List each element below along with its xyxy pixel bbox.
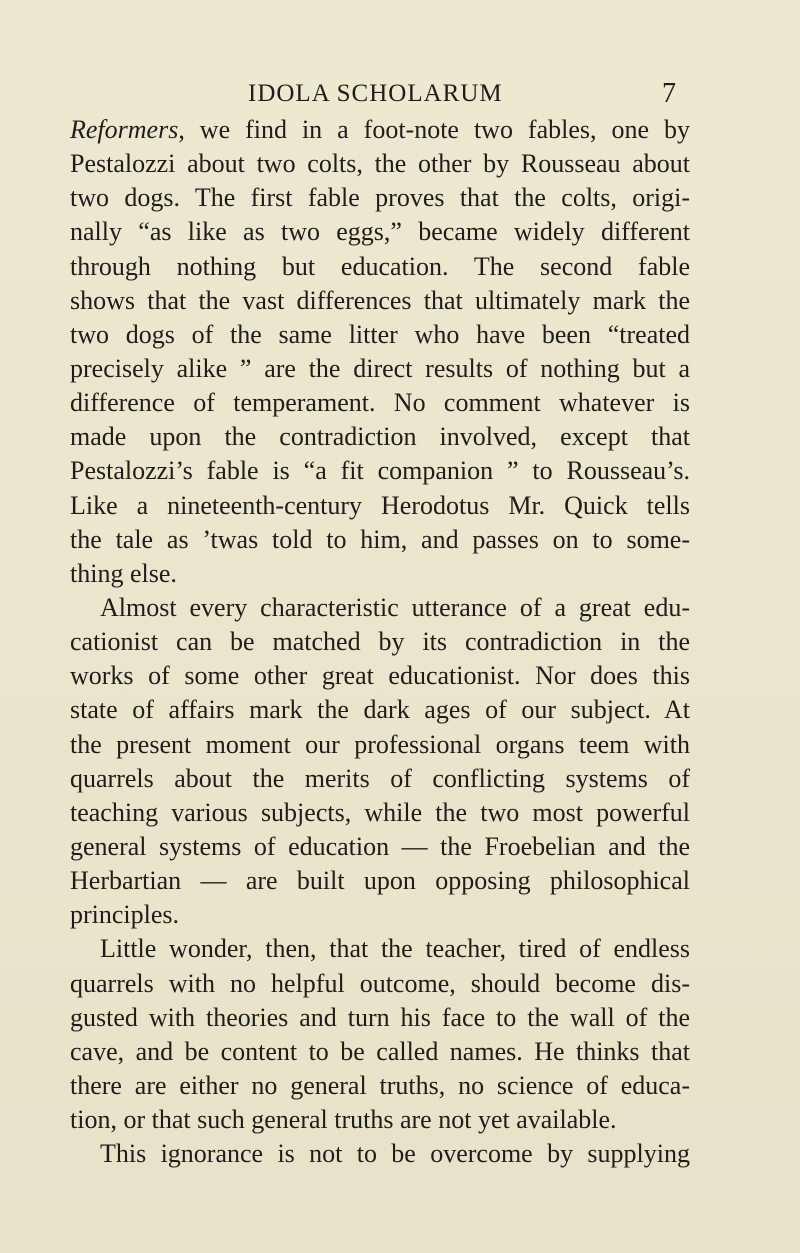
text-line: two dogs. The first fable proves that the colts, origi- xyxy=(70,183,690,213)
text-line: quarrels about the merits of conflicting systems of xyxy=(70,763,690,793)
text-line: general systems of education — the Froebelian and the xyxy=(70,831,690,861)
body-text xyxy=(70,113,690,1171)
text-line xyxy=(70,113,690,147)
text-line: Herbartian — are built upon opposing philosophical xyxy=(70,866,690,896)
text-line: cationist can be matched by its contradiction in the xyxy=(70,627,690,657)
text-line: through nothing but education. The second fable xyxy=(70,251,690,281)
paragraph-start-line: Almost every characteristic utterance of a great edu- xyxy=(100,592,690,622)
text-line-rest: , we find in a foot-note two fables, one by xyxy=(178,115,690,144)
text-line: the tale as ’twas told to him, and passes on to some- xyxy=(70,524,690,554)
text-line: made upon the contradiction involved, except that xyxy=(70,422,690,452)
text-line: two dogs of the same litter who have been “treated xyxy=(70,319,690,349)
text-line: nally “as like as two eggs,” became widely different xyxy=(70,217,690,247)
text-line: gusted with theories and turn his face to the wall of the xyxy=(70,1002,690,1032)
text-line: precisely alike ” are the direct results of nothing but a xyxy=(70,353,690,383)
paragraph-end-line: principles. xyxy=(70,900,180,930)
page-number: 7 xyxy=(662,78,676,109)
text-line: teaching various subjects, while the two most powerful xyxy=(70,797,690,827)
paragraph-start-line: Little wonder, then, that the teacher, tired of endless xyxy=(100,934,690,964)
paragraph-start-line: This ignorance is not to be overcome by supplying xyxy=(100,1139,690,1169)
text-line: Pestalozzi about two colts, the other by Rousseau about xyxy=(70,149,690,179)
text-line: shows that the vast differences that ultimately mark the xyxy=(70,285,690,315)
paragraph-end-line: thing else. xyxy=(70,558,177,588)
text-line: Like a nineteenth-century Herodotus Mr. Quick tells xyxy=(70,490,690,520)
text-line: there are either no general truths, no science of educa- xyxy=(70,1070,690,1100)
italic-word: Reformers xyxy=(70,115,179,144)
running-title: IDOLA SCHOLARUM xyxy=(248,80,503,107)
text-line: quarrels with no helpful outcome, should become dis- xyxy=(70,968,690,998)
text-line: difference of temperament. No comment whatever is xyxy=(70,388,690,418)
text-line: cave, and be content to be called names. He thinks that xyxy=(70,1036,690,1066)
text-line: the present moment our professional organs teem with xyxy=(70,729,690,759)
text-line: state of affairs mark the dark ages of our subject. At xyxy=(70,695,690,725)
running-head xyxy=(70,78,676,112)
paragraph-end-line: tion, or that such general truths are not yet available. xyxy=(70,1105,617,1135)
text-line: Pestalozzi’s fable is “a fit companion ” to Rousseau’s. xyxy=(70,456,690,486)
text-line: works of some other great educationist. Nor does this xyxy=(70,661,690,691)
